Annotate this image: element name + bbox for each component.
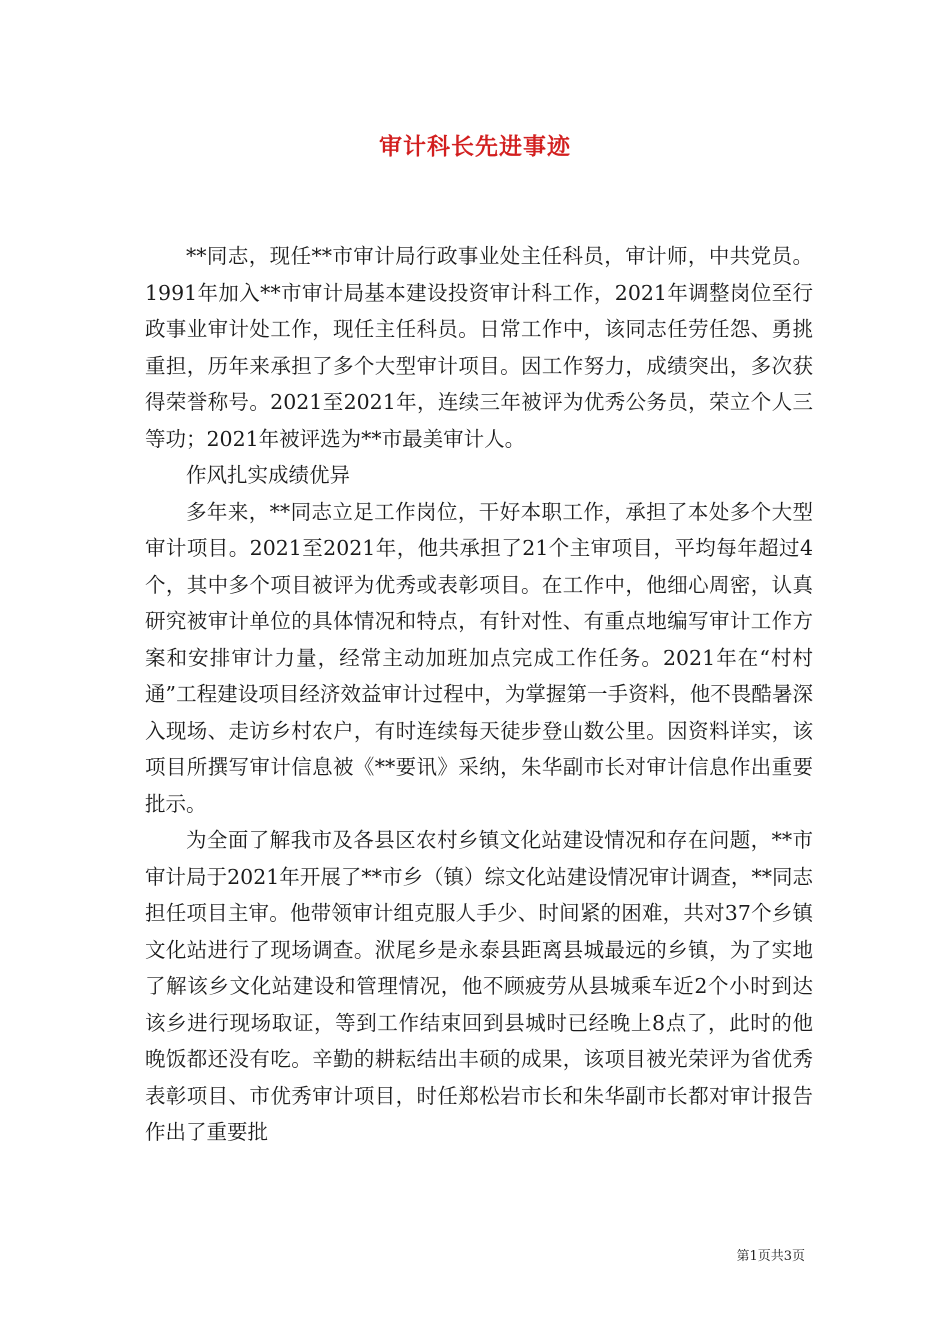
body-paragraph-1: 多年来，**同志立足工作岗位，干好本职工作，承担了本处多个大型审计项目。2021至2021年，他共承担了21个主审项目，平均每年超过4个，其中多个项目被评为优秀或表彰项目。在工作中，他细心周密，认真研究被审计单位的具体情况和特点，有针对性、有重点地编写审计工作方案和安排审计力量，经常主动加班加点完成工作任务。2021年在“村村通”工程建设项目经济效益审计过程中，为掌握第一手资料，他不畏酷暑深入现场、走访乡村农户，有时连续每天徒步登山数公里。因资料详实，该项目所撰写审计信息被《**要讯》采纳，朱华副市长对审计信息作出重要批示。	[145, 499, 813, 816]
document-title: 审计科长先进事迹	[379, 133, 571, 160]
page-number-footer: 第1页共3页	[736, 1249, 805, 1264]
document-body	[145, 238, 813, 1151]
body-paragraph-2: 为全面了解我市及各县区农村乡镇文化站建设情况和存在问题，**市审计局于2021年开展了**市乡（镇）综文化站建设情况审计调查，**同志担任项目主审。他带领审计组克服人手少、时间紧的困难，共对37个乡镇文化站进行了现场调查。洑尾乡是永泰县距离县城最远的乡镇，为了实地了解该乡文化站建设和管理情况，他不顾疲劳从县城乘车近2个小时到达该乡进行现场取证，等到工作结束回到县城时已经晚上8点了，此时的他晚饭都还没有吃。辛勤的耕耘结出丰硕的成果，该项目被光荣评为省优秀表彰项目、市优秀审计项目，时任郑松岩市长和朱华副市长都对审计报告作出了重要批	[145, 828, 813, 1144]
section-heading: 作风扎实成绩优异	[186, 463, 350, 487]
intro-paragraph: **同志，现任**市审计局行政事业处主任科员，审计师，中共党员。1991年加入**市审计局基本建设投资审计科工作，2021年调整岗位至行政事业审计处工作，现任主任科员。日常工作中，该同志任劳任怨、勇挑重担，历年来承担了多个大型审计项目。因工作努力，成绩突出，多次获得荣誉称号。2021至2021年，连续三年被评为优秀公务员，荣立个人三等功；2021年被评选为**市最美审计人。	[145, 244, 813, 451]
